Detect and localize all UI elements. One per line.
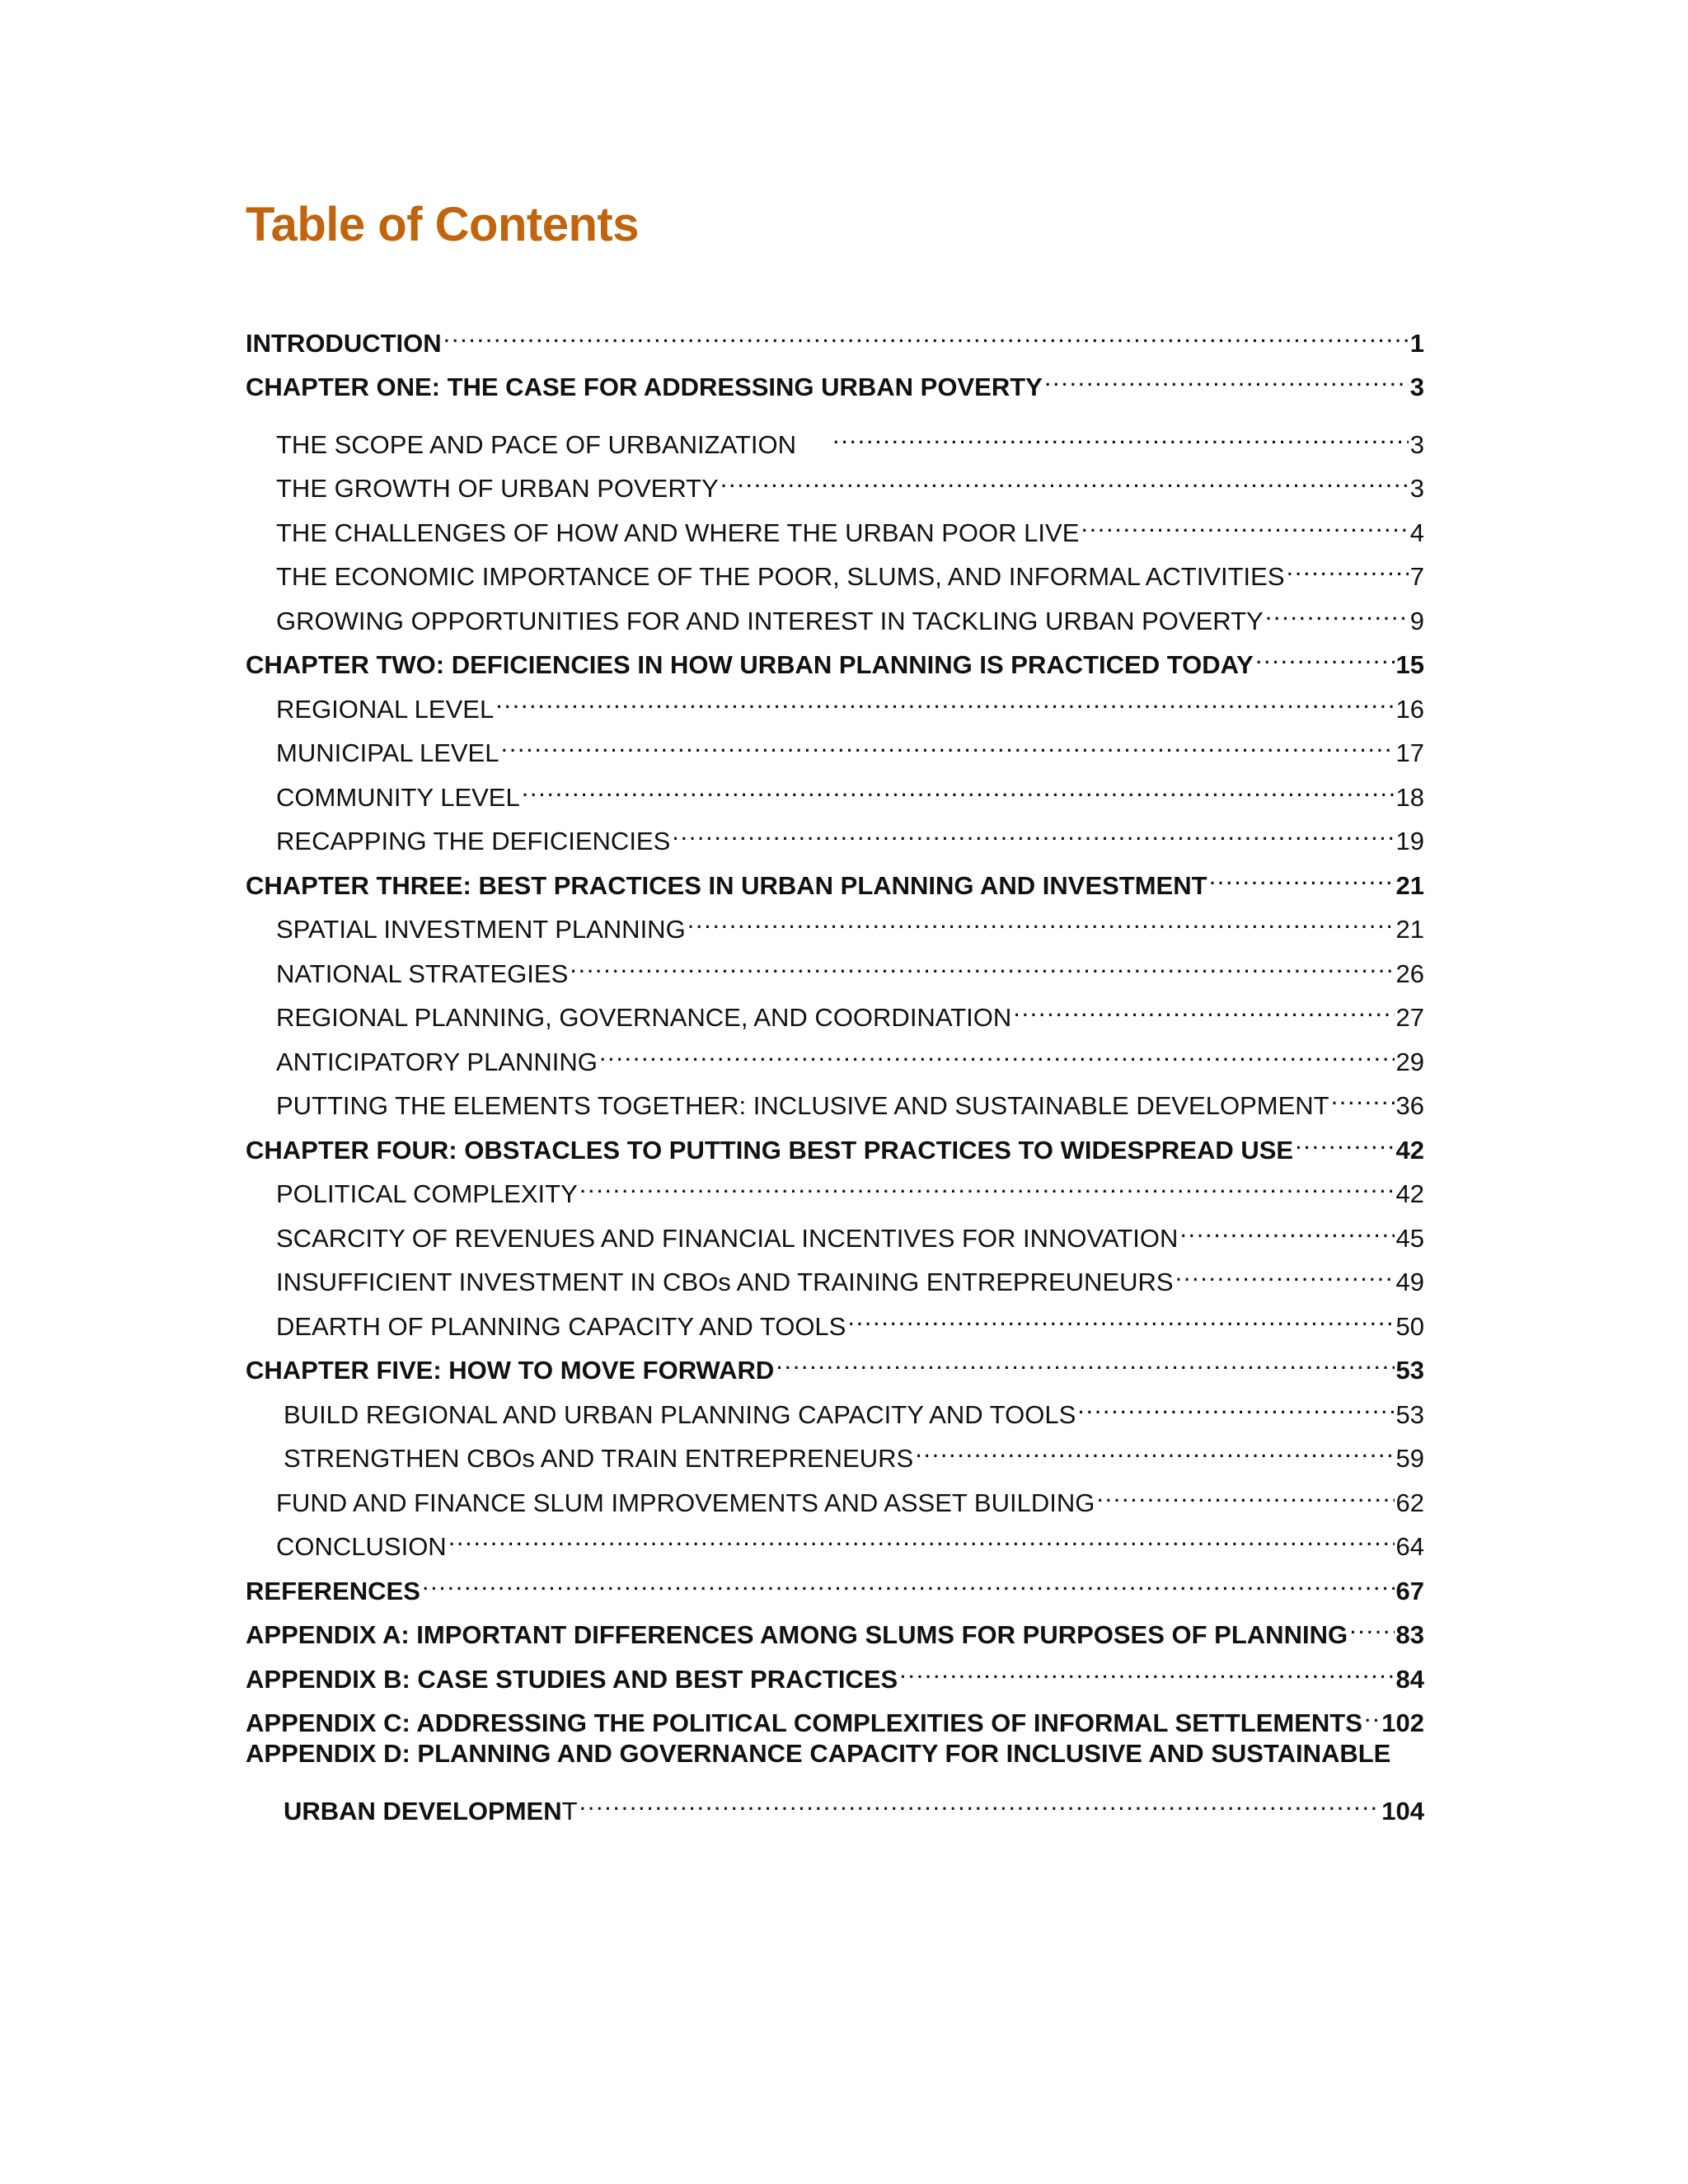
toc-entry-references[interactable]	[246, 1555, 1424, 1605]
toc-entry-page: 3	[1409, 474, 1424, 503]
dot-leader	[899, 1643, 1394, 1688]
toc-entry-label: APPENDIX C: ADDRESSING THE POLITICAL COMPLEXITIES OF INFORMAL SETTLEMENTS	[246, 1708, 1362, 1737]
toc-entry-page: 67	[1395, 1576, 1424, 1605]
toc-entry-page: 53	[1395, 1399, 1424, 1429]
dot-leader	[1096, 1467, 1394, 1511]
toc-entry-page: 7	[1409, 562, 1424, 591]
toc-entry-page: 42	[1395, 1135, 1424, 1165]
dot-leader	[776, 1335, 1394, 1380]
toc-entry-label: PUTTING THE ELEMENTS TOGETHER: INCLUSIVE AND SUSTAINABLE DEVELOPMENT	[276, 1091, 1329, 1120]
toc-entry-page: 45	[1395, 1223, 1424, 1253]
dot-leader	[500, 718, 1394, 762]
toc-entry-label: CHAPTER ONE: THE CASE FOR ADDRESSING URBAN POVERTY	[246, 373, 1043, 401]
page-title: Table of Contents	[246, 198, 639, 251]
dot-leader	[1081, 497, 1408, 541]
toc-entry-page: 64	[1395, 1532, 1424, 1561]
toc-entry-page: 49	[1395, 1268, 1424, 1296]
toc-entry-label: CHAPTER THREE: BEST PRACTICES IN URBAN PLANNING AND INVESTMENT	[246, 870, 1207, 900]
toc-entry-label-tail: T	[561, 1797, 578, 1825]
toc-entry-label: NATIONAL STRATEGIES	[276, 958, 569, 988]
dot-leader	[443, 307, 1409, 352]
dot-leader	[570, 938, 1394, 982]
toc-entry-label: MUNICIPAL LEVEL	[276, 738, 499, 767]
toc-entry-page: 15	[1395, 650, 1424, 679]
toc-entry-page: 29	[1395, 1047, 1424, 1076]
toc-entry-label: INTRODUCTION	[246, 328, 442, 358]
toc-entry-label: SPATIAL INVESTMENT PLANNING	[276, 915, 686, 944]
toc-entry-label: SCARCITY OF REVENUES AND FINANCIAL INCENTIVES FOR INNOVATION	[276, 1223, 1179, 1253]
toc-entry-page: 1	[1409, 328, 1424, 358]
dot-leader	[422, 1555, 1395, 1600]
dot-leader	[847, 1291, 1394, 1335]
toc-entry-page: 4	[1409, 518, 1424, 547]
toc-entry-label: THE SCOPE AND PACE OF URBANIZATION	[276, 429, 796, 459]
toc-entry-page: 36	[1395, 1091, 1424, 1120]
dot-leader	[1077, 1379, 1394, 1423]
toc-entry-page: 27	[1395, 1003, 1424, 1032]
toc-entry-label: ANTICIPATORY PLANNING	[276, 1047, 598, 1076]
dot-leader	[579, 1159, 1395, 1203]
dot-leader	[448, 1511, 1395, 1556]
toc-entry-label: CHAPTER TWO: DEFICIENCIES IN HOW URBAN PLANNING IS PRACTICED TODAY	[246, 650, 1254, 679]
toc-entry-appendix-a[interactable]	[246, 1600, 1424, 1649]
toc-entry-label: CHAPTER FIVE: HOW TO MOVE FORWARD	[246, 1356, 775, 1385]
toc-entry-page: 3	[1409, 429, 1424, 459]
toc-entry-page: 83	[1395, 1620, 1424, 1649]
toc-entry-page: 84	[1395, 1664, 1424, 1694]
toc-entry-appendix-d-continued[interactable]	[246, 1776, 1424, 1825]
toc-entry-label: BUILD REGIONAL AND URBAN PLANNING CAPACITY AND TOOLS	[284, 1399, 1076, 1429]
toc-entry-page: 59	[1395, 1444, 1424, 1473]
toc-entry-page: 16	[1395, 694, 1424, 724]
dot-leader	[1175, 1247, 1395, 1291]
toc-entry-label: APPENDIX A: IMPORTANT DIFFERENCES AMONG SLUMS FOR PURPOSES OF PLANNING	[246, 1620, 1348, 1649]
toc-entry-page: 19	[1395, 827, 1424, 855]
dot-leader	[579, 1776, 1381, 1821]
toc-entry-page: 102	[1381, 1708, 1424, 1737]
toc-entry-label: APPENDIX D: PLANNING AND GOVERNANCE CAPACITY FOR INCLUSIVE AND SUSTAINABLE	[246, 1739, 1391, 1768]
toc-entry-page: 104	[1381, 1797, 1424, 1825]
dot-leader	[1349, 1600, 1394, 1644]
toc-entry-label	[284, 1789, 578, 1834]
toc-entry-scope-and-pace[interactable]	[246, 409, 1424, 459]
toc-entry-label: THE ECONOMIC IMPORTANCE OF THE POOR, SLUMS, AND INFORMAL ACTIVITIES	[276, 562, 1285, 591]
toc-entry-page: 21	[1395, 870, 1424, 900]
dot-leader	[1044, 352, 1409, 396]
toc-entry-label: INSUFFICIENT INVESTMENT IN CBOs AND TRAINING ENTREPREUNEURS	[276, 1268, 1174, 1296]
toc-entry-label: COMMUNITY LEVEL	[276, 782, 520, 812]
toc-entry-label: RECAPPING THE DEFICIENCIES	[276, 827, 671, 855]
toc-entry-label: CONCLUSION	[276, 1532, 447, 1561]
toc-entry-label: THE GROWTH OF URBAN POVERTY	[276, 474, 719, 503]
dot-leader	[687, 894, 1395, 939]
toc-entry-label: APPENDIX B: CASE STUDIES AND BEST PRACTICES	[246, 1664, 898, 1694]
toc-entry-page: 21	[1395, 915, 1424, 944]
toc-entry-page: 62	[1395, 1488, 1424, 1517]
dot-leader	[720, 453, 1409, 498]
dot-leader	[495, 673, 1394, 718]
dot-leader	[1331, 1071, 1395, 1115]
toc-entry-page: 9	[1409, 606, 1424, 635]
toc-entry-page: 26	[1395, 958, 1424, 988]
toc-entry-appendix-d[interactable]	[246, 1732, 1424, 1776]
toc-entry-label-main: URBAN DEVELOPMEN	[284, 1797, 562, 1825]
toc-entry-label: GROWING OPPORTUNITIES FOR AND INTEREST IN TACKLING URBAN POVERTY	[276, 606, 1264, 635]
toc-entry-page: 42	[1395, 1179, 1424, 1208]
dot-leader	[1364, 1688, 1380, 1732]
dot-leader	[915, 1423, 1394, 1468]
toc-entry-label: CHAPTER FOUR: OBSTACLES TO PUTTING BEST PRACTICES TO WIDESPREAD USE	[246, 1135, 1294, 1165]
dot-leader	[1255, 630, 1395, 674]
toc-entry-label: STRENGTHEN CBOs AND TRAIN ENTREPRENEURS	[284, 1444, 914, 1473]
dot-leader	[522, 762, 1395, 806]
dot-leader	[1179, 1202, 1394, 1247]
toc-entry-page: 18	[1395, 782, 1424, 812]
dot-leader	[1295, 1114, 1394, 1159]
dot-leader	[599, 1026, 1395, 1071]
toc-entry-label: FUND AND FINANCE SLUM IMPROVEMENTS AND ASSET BUILDING	[276, 1488, 1095, 1517]
toc-entry-label: REFERENCES	[246, 1576, 420, 1605]
toc-entry-page: 53	[1395, 1356, 1424, 1385]
dot-leader	[1287, 541, 1409, 586]
table-of-contents	[246, 307, 1424, 1825]
toc-entry-label: REGIONAL PLANNING, GOVERNANCE, AND COORDINATION	[276, 1003, 1012, 1032]
dot-leader	[1265, 585, 1409, 630]
dot-leader	[672, 806, 1394, 851]
toc-entry-label: THE CHALLENGES OF HOW AND WHERE THE URBAN POOR LIVE	[276, 518, 1080, 547]
dot-leader	[1013, 982, 1394, 1027]
toc-entry-label: POLITICAL COMPLEXITY	[276, 1179, 578, 1208]
toc-entry-page: 50	[1395, 1311, 1424, 1341]
toc-entry-page: 3	[1409, 373, 1424, 401]
toc-entry-label: DEARTH OF PLANNING CAPACITY AND TOOLS	[276, 1311, 846, 1341]
toc-entry-introduction[interactable]	[246, 307, 1424, 358]
toc-entry-label: REGIONAL LEVEL	[276, 694, 495, 724]
dot-leader	[1209, 850, 1395, 894]
toc-entry-page: 17	[1395, 738, 1424, 767]
dot-leader	[832, 409, 1409, 453]
